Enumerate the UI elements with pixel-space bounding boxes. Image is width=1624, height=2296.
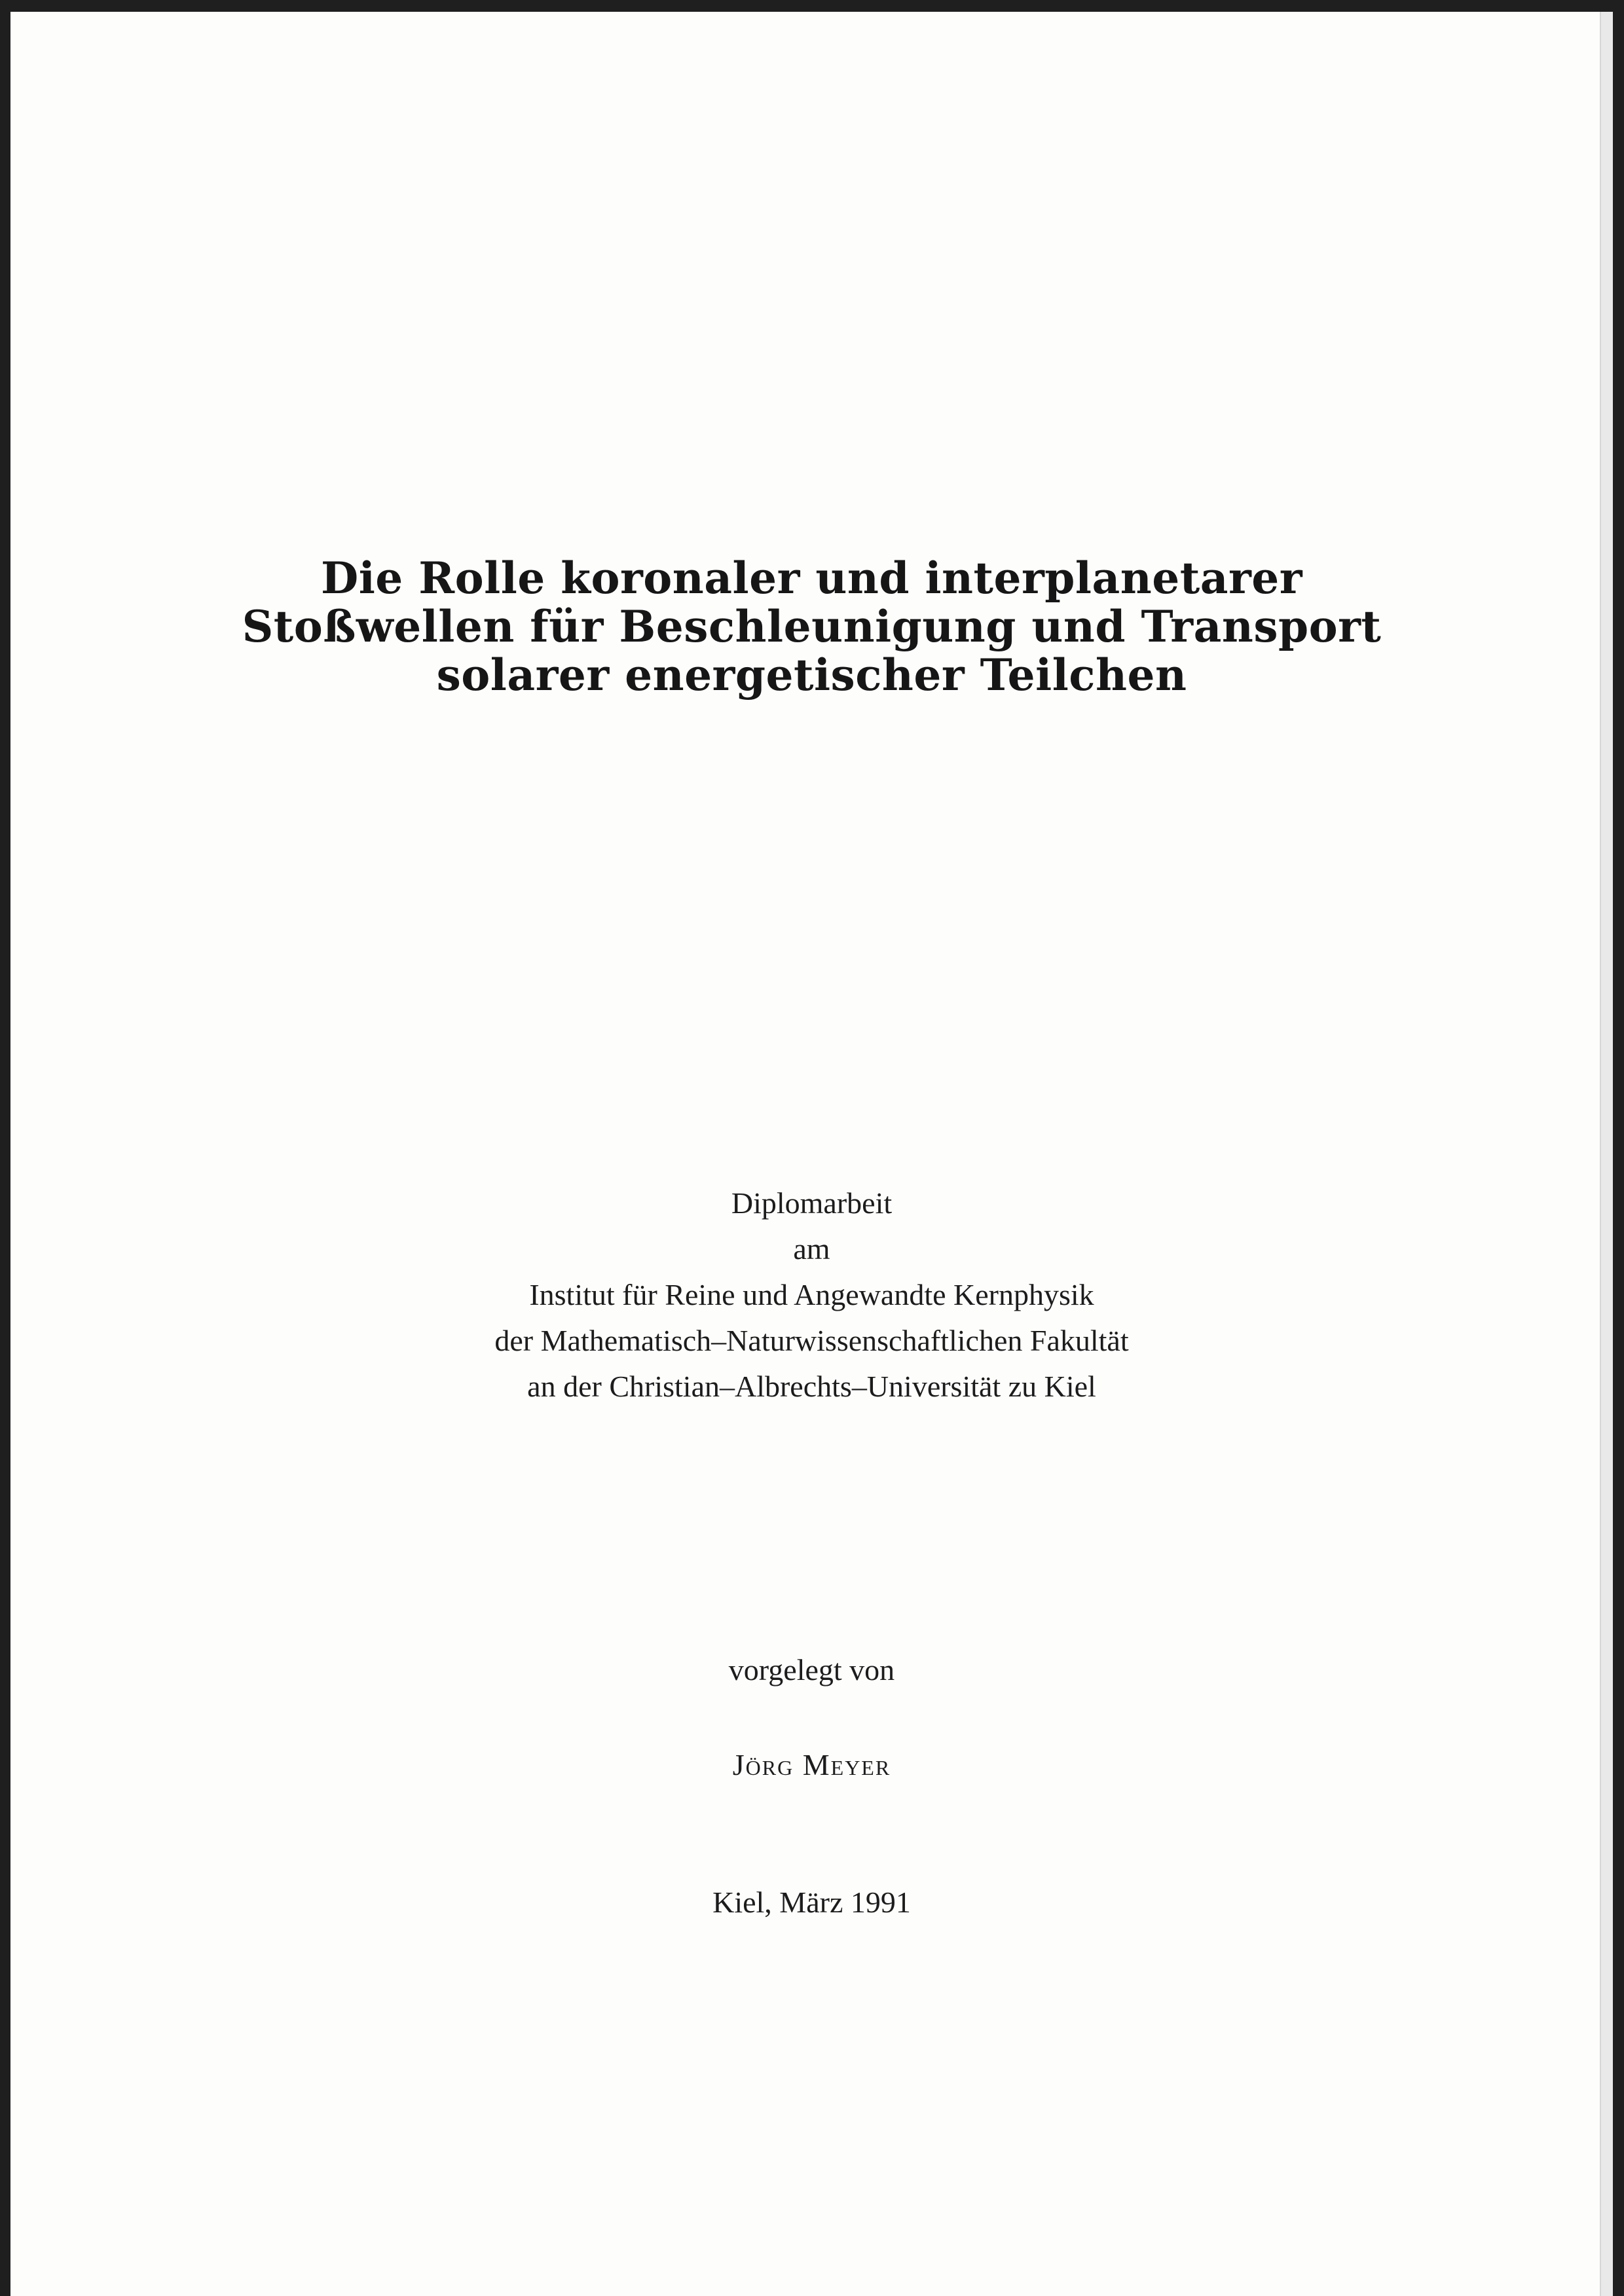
page-edge-shadow — [1600, 12, 1613, 2296]
place-and-date: Kiel, März 1991 — [712, 1886, 911, 1919]
university-name: an der Christian–Albrechts–Universität zu Kiel — [527, 1370, 1096, 1403]
title-line-2: Stoßwellen für Beschleunigung und Transport — [242, 601, 1382, 652]
title-line-1: Die Rolle koronaler und interplanetarer — [320, 553, 1303, 604]
title-line-3: solarer energetischer Teilchen — [436, 649, 1187, 701]
author-name: Jörg Meyer — [732, 1748, 891, 1781]
submitted-by-label: vorgelegt von — [728, 1653, 895, 1686]
thesis-info — [10, 1180, 1613, 1410]
faculty-name: der Mathematisch–Naturwissenschaftlichen Fakultät — [494, 1324, 1129, 1357]
thesis-title — [10, 554, 1613, 699]
thesis-type: Diplomarbeit — [731, 1186, 893, 1220]
title-page — [10, 12, 1613, 2296]
institute-name: Institut für Reine und Angewandte Kernphysik — [529, 1278, 1094, 1311]
thesis-preposition: am — [793, 1232, 830, 1266]
